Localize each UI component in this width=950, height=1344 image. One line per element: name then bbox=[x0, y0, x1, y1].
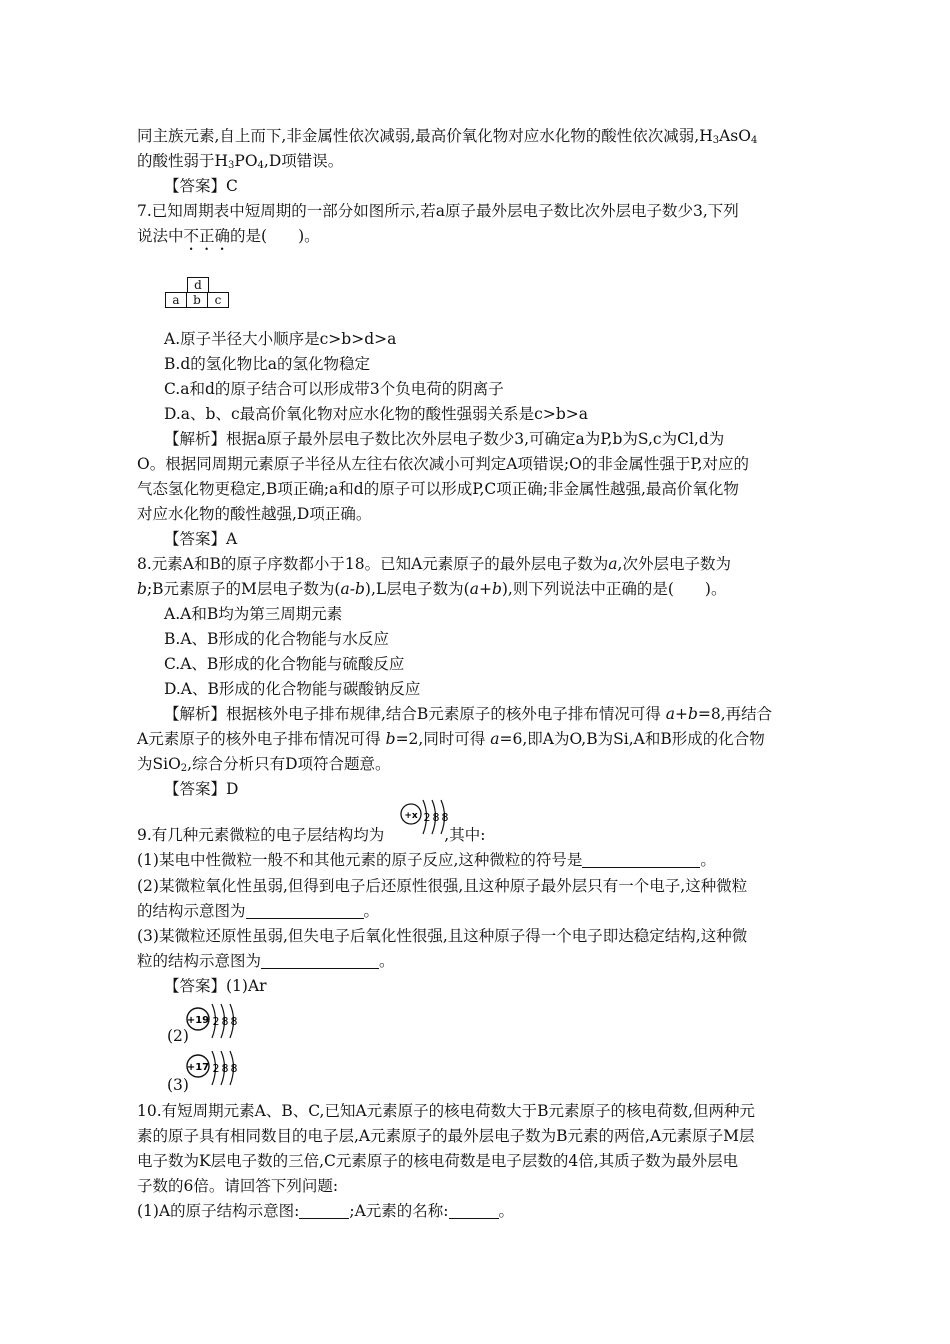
question-10-stem: 电子数为K层电子数的三倍,C元素原子的核电荷数是电子层数的4倍,其质子数为最外层电 bbox=[137, 1152, 739, 1170]
analysis-line: 【解析】根据核外电子排布规律,结合B元素原子的核外电子排布情况可得 a+b=8,再结合 bbox=[164, 705, 773, 723]
analysis-line: A元素原子的核外电子排布情况可得 b=2,同时可得 a=6,即A为O,B为Si,A和B形成的化合物 bbox=[137, 730, 765, 748]
analysis-line: 对应水化物的酸性越强,D项正确。 bbox=[137, 505, 372, 523]
answer-blank[interactable] bbox=[449, 1204, 499, 1219]
question-10-stem: 子数的6倍。请回答下列问题: bbox=[137, 1177, 339, 1195]
question-10-part1: (1)A的原子结构示意图: ;A元素的名称: 。 bbox=[137, 1202, 515, 1220]
answer-line: 【答案】(1)Ar bbox=[164, 977, 267, 995]
cell-a: a bbox=[165, 292, 187, 308]
option-c: C.A、B形成的化合物能与硫酸反应 bbox=[164, 655, 405, 673]
option-a: A.A和B均为第三周期元素 bbox=[164, 605, 343, 623]
nucleus-label: +19 bbox=[186, 1015, 210, 1026]
question-9-part3: 粒的结构示意图为 。 bbox=[137, 952, 395, 970]
analysis-line: 【解析】根据a原子最外层电子数比次外层电子数少3,可确定a为P,b为S,c为Cl,d为 bbox=[164, 430, 725, 448]
electron-shell-diagram bbox=[399, 796, 461, 840]
question-7-stem: 7.已知周期表中短周期的一部分如图所示,若a原子最外层电子数比次外层电子数少3,下列 bbox=[137, 202, 739, 220]
shell-count: 2 bbox=[423, 811, 431, 824]
emphasis-text: 不正确 bbox=[183, 227, 231, 245]
shell-count: 8 bbox=[230, 1062, 238, 1075]
option-b: B.A、B形成的化合物能与水反应 bbox=[164, 630, 389, 648]
option-d: D.a、b、c最高价氧化物对应水化物的酸性强弱关系是c>b>a bbox=[164, 405, 588, 423]
shell-count: 8 bbox=[221, 1062, 229, 1075]
question-9-part3: (3)某微粒还原性虽弱,但失电子后氧化性很强,且这种原子得一个电子即达稳定结构,这种微 bbox=[137, 927, 748, 945]
cell-b: b bbox=[186, 292, 208, 308]
shell-count: 2 bbox=[212, 1015, 220, 1028]
question-9-stem: 9.有几种元素微粒的电子层结构均为 ,其中: bbox=[137, 826, 486, 844]
question-9-part2: 的结构示意图为 。 bbox=[137, 902, 380, 920]
shell-count: 2 bbox=[212, 1062, 220, 1075]
answer-blank[interactable] bbox=[261, 954, 379, 969]
question-8-stem: 8.元素A和B的原子序数都小于18。已知A元素原子的最外层电子数为a,次外层电子数为 bbox=[137, 555, 731, 573]
option-d: D.A、B形成的化合物能与碳酸钠反应 bbox=[164, 680, 421, 698]
cell-d: d bbox=[187, 277, 209, 293]
question-7-stem: 说法中不正确的是( )。 bbox=[137, 227, 320, 245]
question-8-stem: b;B元素原子的M层电子数为(a-b),L层电子数为(a+b),则下列说法中正确的是( )。 bbox=[137, 580, 727, 598]
shell-count: 8 bbox=[432, 811, 440, 824]
analysis-line: O。根据同周期元素原子半径从左往右依次减小可判定A项错误;O的非金属性强于P,对应的 bbox=[137, 455, 750, 473]
option-b: B.d的氢化物比a的氢化物稳定 bbox=[164, 355, 370, 373]
analysis-line: 为SiO$_2$,综合分析只有D项符合题意。 bbox=[137, 755, 391, 774]
shell-count: 8 bbox=[221, 1015, 229, 1028]
text-line: 的酸性弱于$H_3PO_4,D$项错误。 bbox=[137, 152, 344, 171]
analysis-line: 气态氢化物更稳定,B项正确;a和d的原子可以形成P,C项正确;非金属性越强,最高价氧化物 bbox=[137, 480, 739, 498]
answer-line: 【答案】C bbox=[164, 177, 238, 195]
cell-c: c bbox=[207, 292, 229, 308]
question-9-part1: (1)某电中性微粒一般不和其他元素的原子反应,这种微粒的符号是 。 bbox=[137, 851, 716, 869]
question-10-stem: 素的原子具有相同数目的电子层,A元素原子的最外层电子数为B元素的两倍,A元素原子M层 bbox=[137, 1127, 755, 1145]
shell-count: 8 bbox=[230, 1015, 238, 1028]
answer-label: (2) bbox=[167, 1027, 189, 1045]
nucleus-label: +17 bbox=[186, 1062, 210, 1073]
nucleus-label: +x bbox=[404, 811, 418, 821]
answer-line: 【答案】D bbox=[164, 780, 239, 798]
answer-blank[interactable] bbox=[246, 904, 364, 919]
atom-structure-diagram-potassium bbox=[186, 1000, 250, 1042]
question-10-stem: 10.有短周期元素A、B、C,已知A元素原子的核电荷数大于B元素原子的核电荷数,但两种元 bbox=[137, 1102, 755, 1120]
atom-structure-diagram-chlorine bbox=[186, 1047, 250, 1089]
answer-label: (3) bbox=[167, 1076, 189, 1094]
option-a: A.原子半径大小顺序是c>b>d>a bbox=[164, 330, 397, 348]
answer-line: 【答案】A bbox=[164, 530, 238, 548]
option-c: C.a和d的原子结合可以形成带3个负电荷的阴离子 bbox=[164, 380, 504, 398]
shell-count: 8 bbox=[441, 811, 449, 824]
answer-blank[interactable] bbox=[582, 853, 700, 868]
text-line: 同主族元素,自上而下,非金属性依次减弱,最高价氧化物对应水化物的酸性依次减弱$,H_3AsO_4$ bbox=[137, 127, 758, 146]
question-9-part2: (2)某微粒氧化性虽弱,但得到电子后还原性很强,且这种原子最外层只有一个电子,这种微粒 bbox=[137, 877, 748, 895]
answer-blank[interactable] bbox=[299, 1204, 349, 1219]
